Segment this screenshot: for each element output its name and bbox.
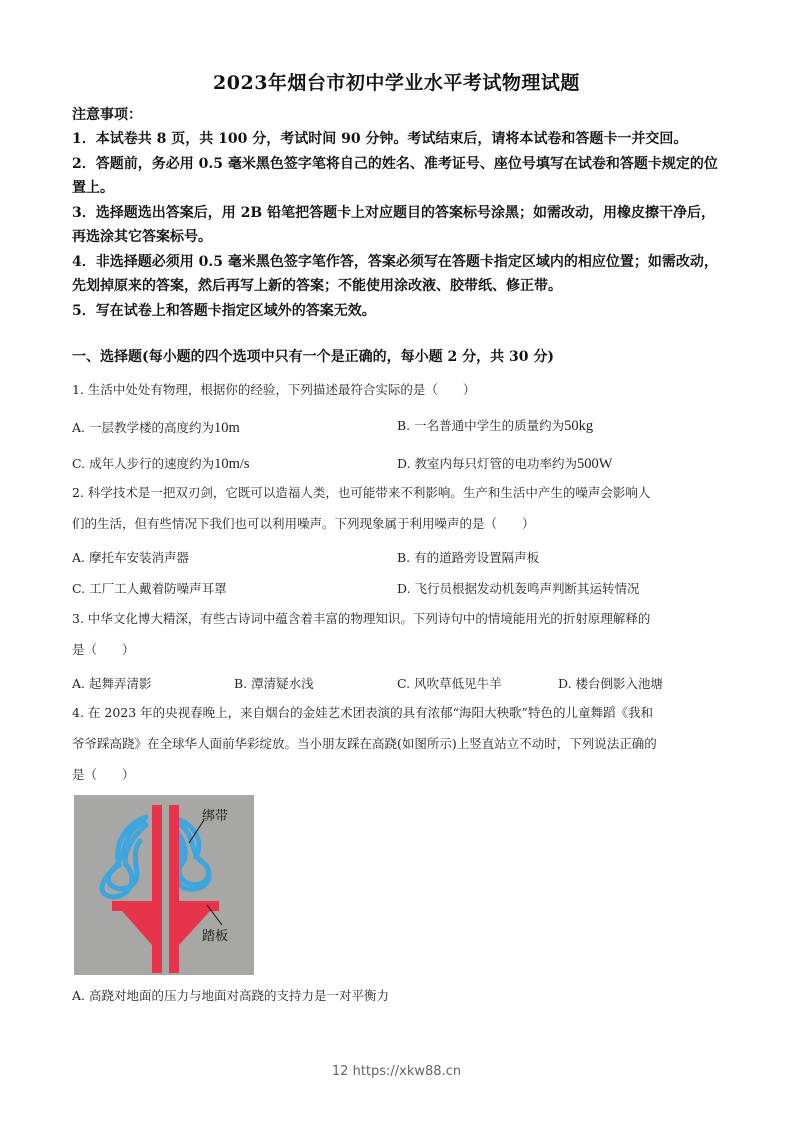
footer-url: https://xkw88.cn: [352, 1064, 462, 1079]
option-value: 10m/s: [214, 456, 250, 472]
q4-option-a: A. 高跷对地面的压力与地面对高跷的支持力是一对平衡力: [72, 988, 389, 1003]
option-text: C. 成年人步行的速度约为: [72, 456, 215, 471]
note-item-3: 3．选择题选出答案后，用 2B 铅笔把答题卡上对应题目的答案标号涂黑；如需改动，用橡皮擦干净后，再选涂其它答案标号。: [72, 204, 716, 245]
q3-option-b: B. 潭清疑水浅: [234, 676, 314, 691]
figure-label-pedal: 踏板: [202, 929, 229, 944]
q2-option-a: A. 摩托车安装消声器: [72, 550, 189, 565]
note-item-4: 4．非选择题必须用 0.5 毫米黑色签字笔作答，答案必须写在答题卡指定区域内的相应位置；如需改动，先划掉原来的答案，然后再写上新的答案；不能使用涂改液、胶带纸、修正带。: [72, 253, 718, 294]
question-2-stem-line1: 2. 科学技术是一把双刃剑，它既可以造福人类，也可能带来不利影响。生产和生活中产生的噪声会影响人: [72, 485, 651, 500]
section-heading: 一、选择题(每小题的四个选项中只有一个是正确的，每小题 2 分，共 30 分): [72, 349, 554, 365]
question-3-stem-line2: 是（ ）: [72, 642, 135, 657]
page-number: 12: [331, 1064, 349, 1079]
question-2-stem-line2: 们的生活，但有些情况下我们也可以利用噪声。下列现象属于利用噪声的是（ ）: [72, 516, 535, 531]
q1-option-b: [397, 416, 593, 435]
q3-option-a: A. 起舞弄清影: [72, 676, 152, 691]
page-footer: [0, 1064, 793, 1079]
q2-option-c: C. 工厂工人戴着防噪声耳罩: [72, 581, 227, 596]
question-4-stem-line3: 是（ ）: [72, 767, 135, 782]
question-4-stem-line2: 爷爷踩高跷》在全球华人面前华彩绽放。当小朋友踩在高跷(如图所示)上竖直站立不动时，下列说法正确的: [72, 736, 657, 751]
q3-option-c: C. 风吹草低见牛羊: [397, 676, 502, 691]
q1-option-a: [72, 418, 240, 437]
question-4-stem-line1: 4. 在 2023 年的央视春晚上，来自烟台的金娃艺术团表演的具有浓郁“海阳大秧歌”特色的儿童舞蹈《我和: [72, 705, 653, 720]
question-1-stem: 1. 生活中处处有物理，根据你的经验，下列描述最符合实际的是（ ）: [72, 382, 476, 397]
note-item-5: 5．写在试卷上和答题卡指定区域外的答案无效。: [72, 302, 376, 319]
option-text: D. 教室内每只灯管的电功率约为: [397, 456, 578, 471]
stilts-figure: [74, 795, 254, 975]
note-item-1: 1．本试卷共 8 页，共 100 分，考试时间 90 分钟。考试结束后，请将本试卷和答题卡一并交回。: [72, 131, 688, 147]
option-value: 50kg: [564, 418, 594, 434]
q3-option-d: D. 楼台倒影入池塘: [558, 676, 664, 691]
note-item-2: 2．答题前，务必用 0.5 毫米黑色签字笔将自己的姓名、准考证号、座位号填写在试卷和答题卡规定的位置上。: [72, 155, 718, 196]
notes-heading: 注意事项：: [72, 107, 142, 123]
q2-option-b: B. 有的道路旁设置隔声板: [397, 550, 540, 565]
page-title: 2023年烟台市初中学业水平考试物理试题: [213, 72, 580, 94]
q1-option-d: [397, 454, 612, 473]
option-text: A. 一层教学楼的高度约为: [72, 420, 214, 435]
notes-block: [72, 103, 722, 323]
figure-label-strap: 绑带: [202, 809, 229, 824]
option-value: 500W: [577, 456, 613, 472]
option-value: 10m: [213, 420, 240, 436]
question-3-stem-line1: 3. 中华文化博大精深，有些古诗词中蕴含着丰富的物理知识。下列诗句中的情境能用光的折射原理解释的: [72, 611, 651, 626]
q2-option-d: D. 飞行员根据发动机轰鸣声判断其运转情况: [397, 581, 640, 596]
q1-option-c: [72, 454, 250, 473]
option-text: B. 一名普通中学生的质量约为: [397, 418, 565, 433]
